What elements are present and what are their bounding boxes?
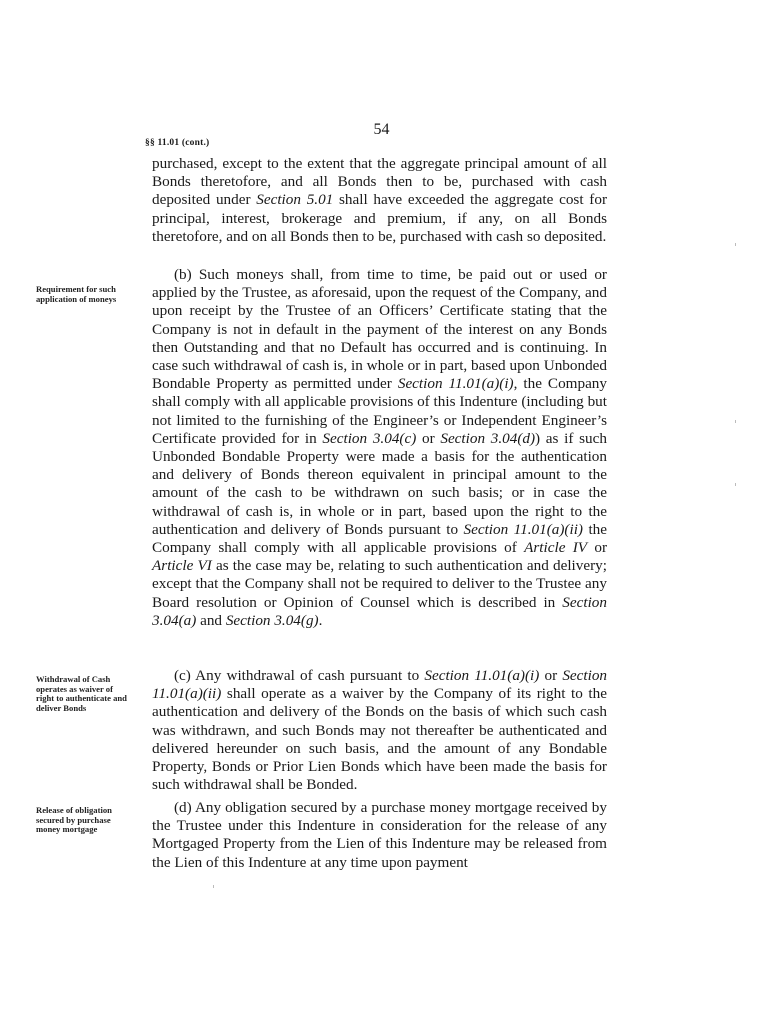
scan-speck [735,483,736,486]
paragraph-d [152,799,607,872]
scan-speck [213,885,214,888]
paragraph-continuation [152,155,607,246]
paragraph-c [152,667,607,794]
section-reference: Section 11.01(a)(ii) [463,520,583,538]
scan-speck [735,420,736,423]
section-reference: Article VI [152,557,212,575]
paragraph-text: (c) Any withdrawal of cash pursuant to Section 11.01(a)(i) or Section 11.01(a)(ii) shall operate as a waiver by the Company of its right to the authentication and delivery of the Bonds on the basis of which such cash was withdrawn, and such Bonds may not thereafter be authenticated and delivered hereunder on such basis, and the amount of any Bondable Property, Bonds or Prior Lien Bonds which have been made the basis for such withdrawal shall be Bonded. [152,667,608,794]
margin-note-requirement: Requirement for such application of moneys [36,284,117,304]
section-reference: Section 5.01 [256,191,334,209]
margin-note-withdrawal-waiver: Withdrawal of Cash operates as waiver of right to authenticate and deliver Bonds [36,674,127,713]
paragraph-b [152,266,607,630]
page-number: 54 [373,121,390,138]
paragraph-text: (d) Any obligation secured by a purchase money mortgage received by the Trustee under this Indenture in consideration for the release of any Mortgaged Property from the Lien of this Indenture may be released from the Lien of this Indenture at any time upon payment [152,799,607,871]
section-reference: Section 3.04(a) [152,593,607,629]
margin-note-release-obligation: Release of obligation secured by purchase money mortgage [36,805,112,835]
scan-speck [735,243,736,246]
section-reference: Article IV [524,539,588,557]
section-reference: Section 11.01(a)(ii) [152,667,608,703]
section-reference: Section 3.04(g) [225,611,319,629]
paragraph-text: (b) Such moneys shall, from time to time, be paid out or used or applied by the Trustee, as aforesaid, upon the request of the Company, and upon receipt by the Trustee of an Officers’ Certificate stating that the Company is not in default in the payment of the interest on any Bonds then Outstanding and that no Default has occurred and is continuing. In case such withdrawal of cash is, in whole or in part, based upon Unbonded Bondable Property as permitted under Section 11.01(a)(i), the Company shall comply with all applicable provisions of this Indenture (including but not limited to the furnishing of the Engineer’s or Independent Engineer’s Certificate provided for in Section 3.04(c) or Section 3.04(d)) as if such Unbonded Bondable Property were made a basis for the authentication and delivery of Bonds thereon equivalent in principal amount to the amount of the cash to be withdrawn on such basis; or in case the withdrawal of cash is, in whole or in part, based upon the right to the authentication and delivery of Bonds pursuant to Section 11.01(a)(ii) the Company shall comply with all applicable provisions of Article IV or Article VI as the case may be, relating to such authentication and delivery; except that the Company shall not be required to deliver to the Trustee any Board resolution or Opinion of Counsel which is described in Section 3.04(a) and Section 3.04(g). [152,266,607,629]
section-reference: Section 11.01(a)(i) [397,375,514,393]
section-reference: Section 11.01(a)(i) [424,667,540,684]
paragraph-text: purchased, except to the extent that the aggregate principal amount of all Bonds theretofore, and all Bonds then to be, purchased with cash deposited under Section 5.01 shall have exceeded the aggregate cost for principal, interest, brokerage and premium, if any, on all Bonds theretofore, and on all Bonds then to be, purchased with cash so deposited. [152,155,608,245]
section-reference: Section 3.04(d) [440,429,536,447]
section-reference: Section 3.04(c) [322,429,417,447]
running-head: §§ 11.01 (cont.) [145,138,210,148]
